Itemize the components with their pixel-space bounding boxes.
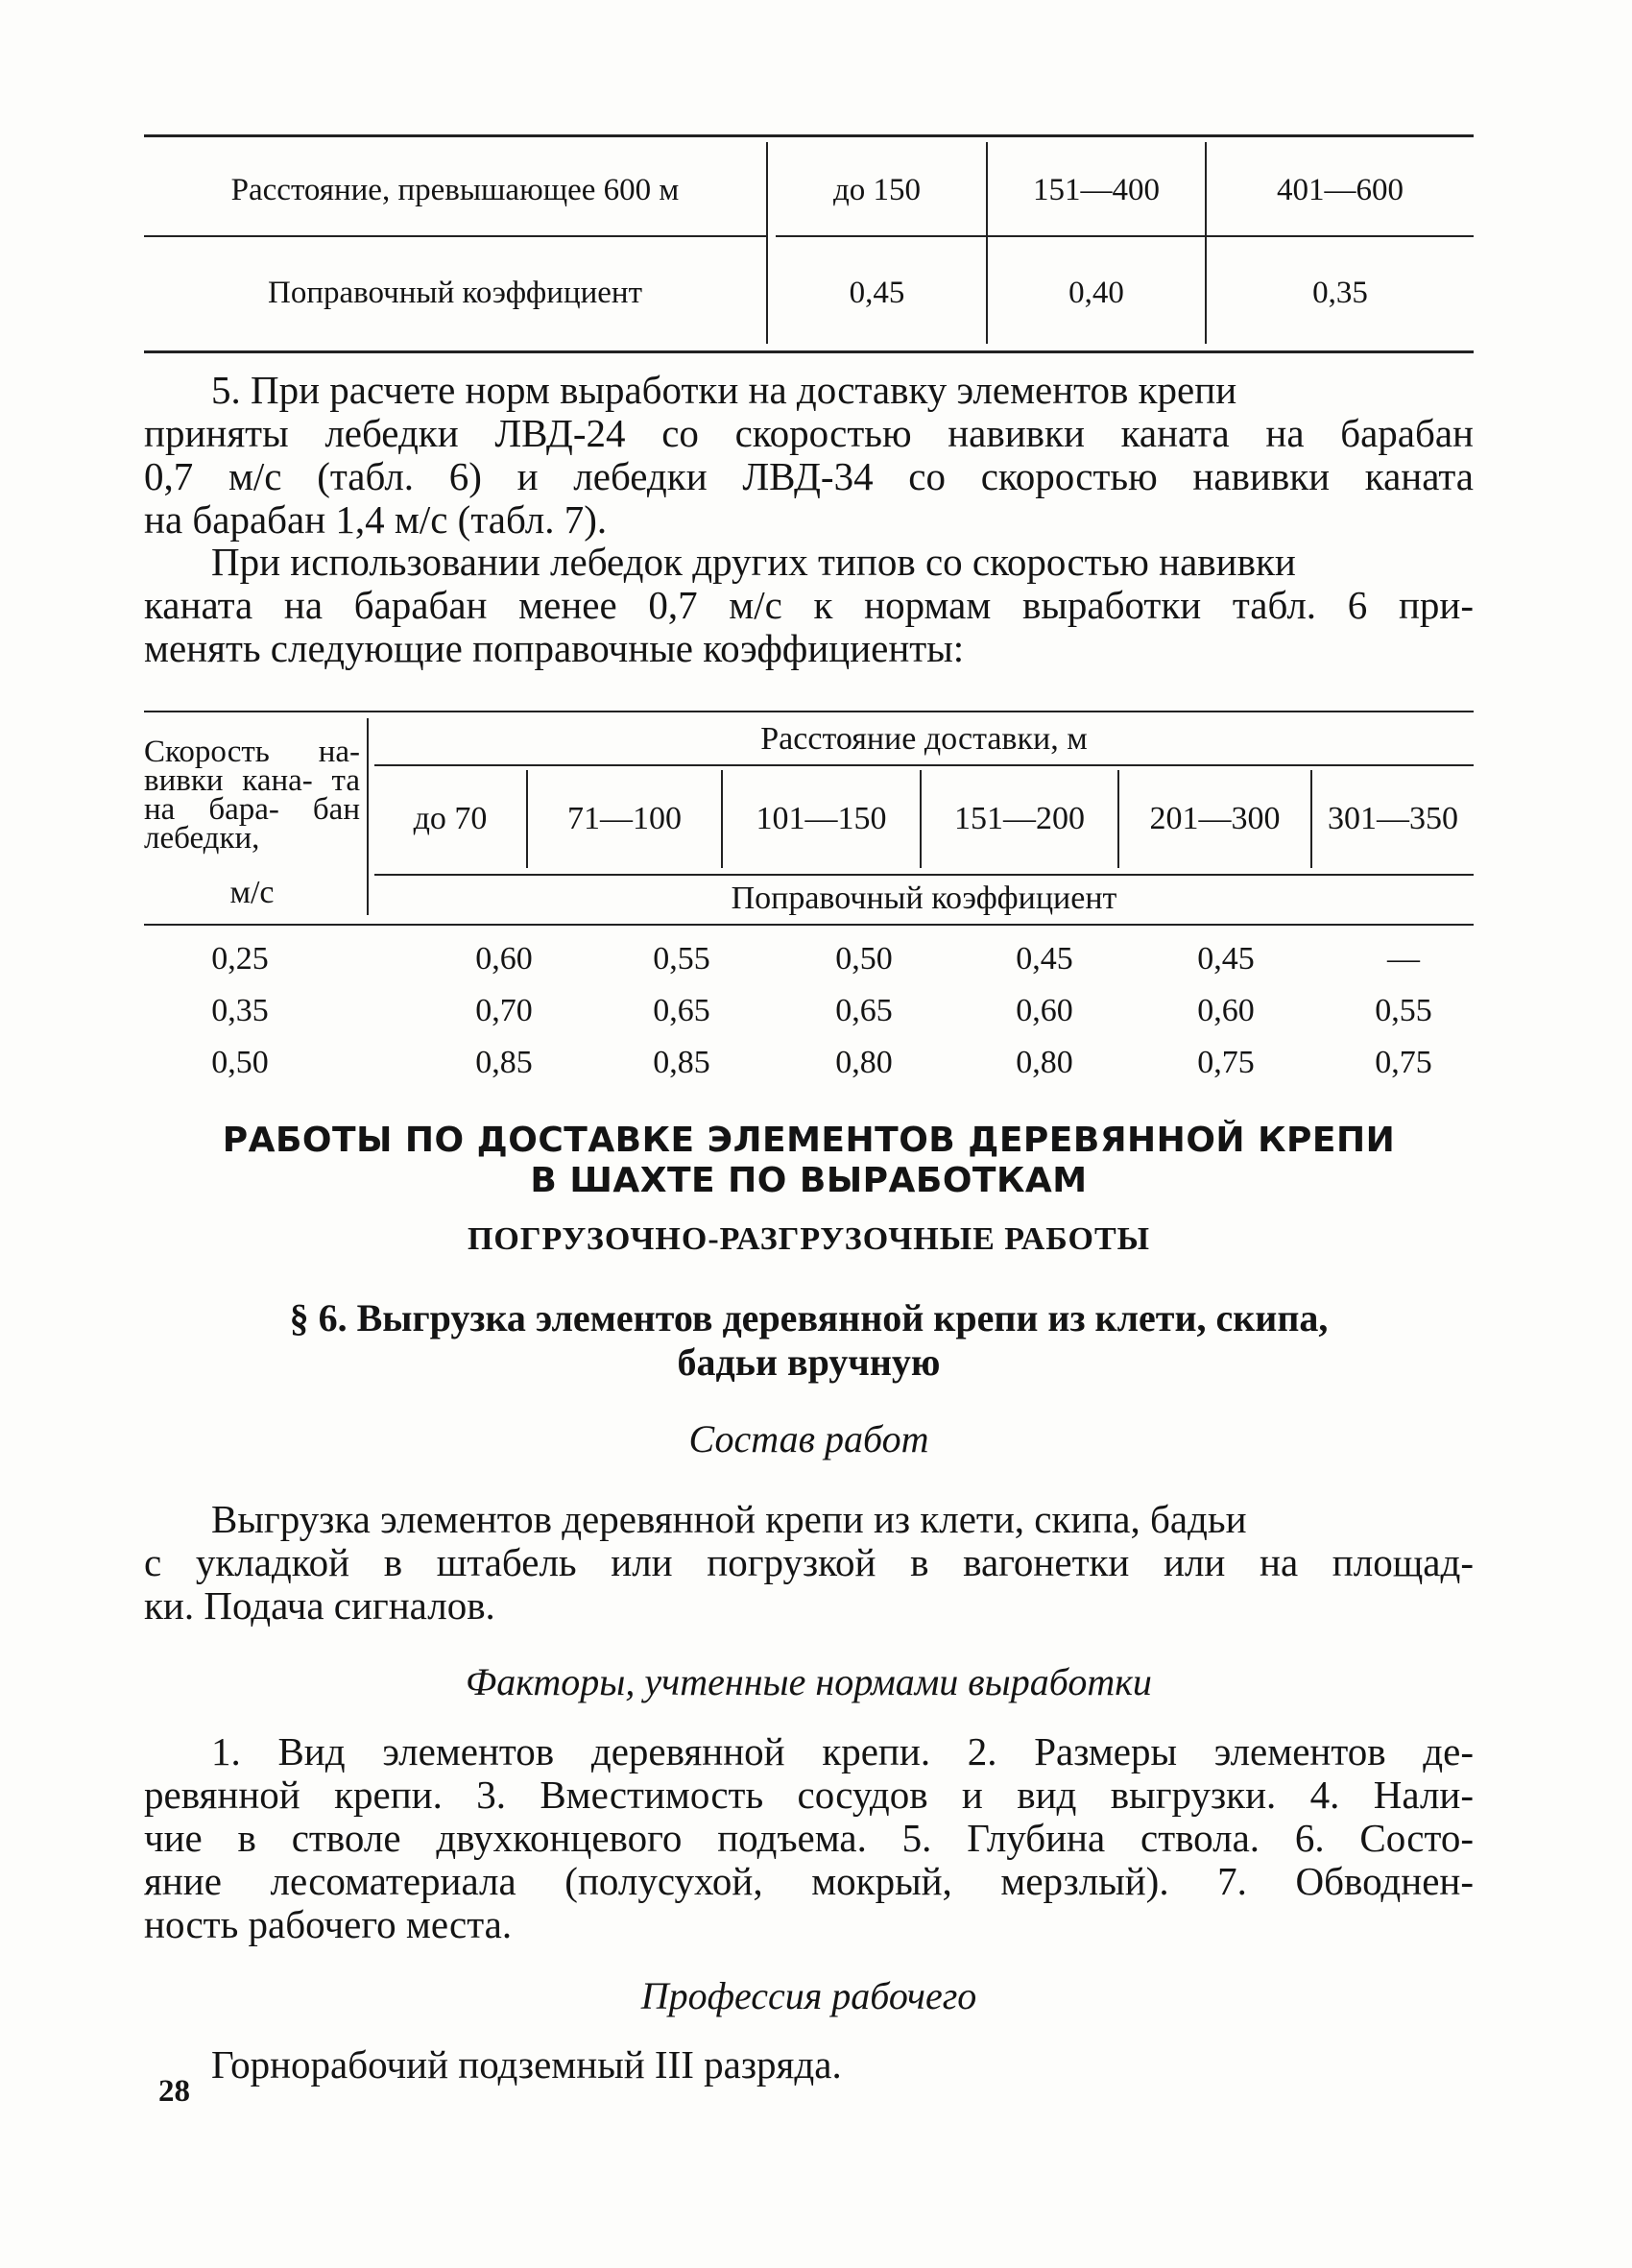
range-header: 301—350 bbox=[1328, 801, 1458, 836]
range-header: 71—100 bbox=[567, 801, 682, 836]
table-rule bbox=[144, 924, 1474, 926]
profession-title: Профессия рабочего bbox=[640, 1974, 977, 2017]
table-cell: 0,45 bbox=[1016, 941, 1073, 977]
table-cell: до 150 bbox=[832, 173, 922, 207]
composition-title: Состав работ bbox=[688, 1417, 929, 1460]
text-line: с укладкой в штабель или погрузкой в вагонетки или на площад- bbox=[144, 1540, 1474, 1584]
heading-line: § 6. Выгрузка элементов деревянной крепи из клети, скипа, bbox=[289, 1296, 1329, 1339]
section-heading bbox=[144, 1296, 1474, 1385]
table-cell: 0,60 bbox=[475, 941, 533, 977]
row-label-coefficient: Поправочный коэффициент bbox=[268, 276, 642, 310]
table-cell: 0,80 bbox=[835, 1045, 893, 1080]
text-line: ревянной крепи. 3. Вместимость сосудов и вид выгрузки. 4. Нали- bbox=[144, 1773, 1474, 1817]
text-line: 1. Вид элементов деревянной крепи. 2. Размеры элементов де- bbox=[211, 1729, 1474, 1773]
table-cell: 0,45 bbox=[1197, 941, 1255, 977]
text-line: 5. При расчете норм выработки на доставку элементов крепи bbox=[211, 368, 1237, 412]
table-rule bbox=[144, 235, 766, 237]
table-cell: 0,35 bbox=[1312, 276, 1368, 310]
speed-value: 0,50 bbox=[211, 1045, 269, 1080]
table-rule bbox=[776, 235, 1474, 237]
table-cell: 0,65 bbox=[653, 993, 710, 1028]
speed-unit: м/с bbox=[229, 875, 275, 910]
text-line: каната на барабан менее 0,7 м/с к нормам выработки табл. 6 при- bbox=[144, 583, 1474, 627]
text-line: Выгрузка элементов деревянной крепи из клети, скипа, бадьи bbox=[211, 1497, 1247, 1541]
correction-table-speed bbox=[144, 711, 1474, 1095]
heading-line: бадьи вручную bbox=[677, 1340, 941, 1384]
coefficient-header: Поправочный коэффициент bbox=[731, 881, 1117, 916]
row-label-distance: Расстояние, превышающее 600 м bbox=[230, 173, 680, 207]
text-line: ность рабочего места. bbox=[144, 1902, 513, 1946]
speed-value: 0,25 bbox=[211, 941, 269, 977]
composition-text bbox=[144, 1498, 1474, 1628]
range-header: 101—150 bbox=[756, 801, 887, 836]
text-line: ки. Подача сигналов. bbox=[144, 1583, 495, 1628]
table-cell: 0,60 bbox=[1016, 993, 1073, 1028]
table-divider bbox=[367, 718, 369, 915]
table-cell: 0,85 bbox=[475, 1045, 533, 1080]
table-cell: 0,70 bbox=[475, 993, 533, 1028]
range-header: 201—300 bbox=[1149, 801, 1281, 836]
distance-header: Расстояние доставки, м bbox=[760, 721, 1088, 757]
range-header: 151—200 bbox=[954, 801, 1085, 836]
table-rule bbox=[144, 711, 1474, 712]
profession-text bbox=[144, 2043, 1474, 2087]
heading-line: В ШАХТЕ ПО ВЫРАБОТКАМ bbox=[530, 1161, 1088, 1200]
heading-line: РАБОТЫ ПО ДОСТАВКЕ ЭЛЕМЕНТОВ ДЕРЕВЯННОЙ КРЕПИ bbox=[222, 1121, 1396, 1160]
table-rule bbox=[144, 350, 1474, 353]
text-line: 0,7 м/с (табл. 6) и лебедки ЛВД-34 со скоростью навивки каната bbox=[144, 454, 1474, 498]
table-rule bbox=[374, 764, 1474, 766]
table-cell: 0,75 bbox=[1197, 1045, 1255, 1080]
table-cell: 0,65 bbox=[835, 993, 893, 1028]
speed-column-header: Скорость на- вивки кана- та на бара- бан лебедки, bbox=[144, 735, 360, 856]
factors-text bbox=[144, 1730, 1474, 1946]
table-rule bbox=[374, 874, 1474, 876]
table-cell: 0,75 bbox=[1375, 1045, 1432, 1080]
text-line: на барабан 1,4 м/с (табл. 7). bbox=[144, 497, 608, 542]
range-header: до 70 bbox=[413, 801, 488, 836]
paragraph-5 bbox=[144, 369, 1474, 542]
text-line: Горнорабочий подземный III разряда. bbox=[211, 2042, 842, 2087]
table-cell: 0,40 bbox=[1068, 276, 1124, 310]
factors-title: Факторы, учтенные нормами выработки bbox=[466, 1660, 1152, 1703]
table-cell: 0,55 bbox=[1375, 993, 1432, 1028]
table-cell: — bbox=[1387, 941, 1420, 977]
text-line: При использовании лебедок других типов со скоростью навивки bbox=[211, 540, 1296, 584]
table-cell: 0,50 bbox=[835, 941, 893, 977]
table-cell: 0,85 bbox=[653, 1045, 710, 1080]
document-page bbox=[144, 0, 1474, 2268]
table-cell: 0,45 bbox=[849, 276, 905, 310]
table-cell: 0,60 bbox=[1197, 993, 1255, 1028]
page-number: 28 bbox=[158, 2074, 190, 2109]
text-line: приняты лебедки ЛВД-24 со скоростью навивки каната на барабан bbox=[144, 411, 1474, 455]
text-line: яние лесоматериала (полусухой, мокрый, мерзлый). 7. Обводнен- bbox=[144, 1859, 1474, 1903]
table-cell: 151—400 bbox=[1033, 173, 1160, 207]
main-heading bbox=[144, 1121, 1474, 1201]
paragraph-other-winches bbox=[144, 541, 1474, 670]
speed-value: 0,35 bbox=[211, 993, 269, 1028]
table-cell: 0,80 bbox=[1016, 1045, 1073, 1080]
table-cell: 401—600 bbox=[1277, 173, 1404, 207]
sub-heading: ПОГРУЗОЧНО-РАЗГРУЗОЧНЫЕ РАБОТЫ bbox=[467, 1221, 1151, 1257]
text-line: чие в стволе двухконцевого подъема. 5. Глубина ствола. 6. Состо- bbox=[144, 1816, 1474, 1860]
text-line: менять следующие поправочные коэффициенты: bbox=[144, 626, 965, 670]
table-rule bbox=[144, 134, 1474, 137]
table-cell: 0,55 bbox=[653, 941, 710, 977]
